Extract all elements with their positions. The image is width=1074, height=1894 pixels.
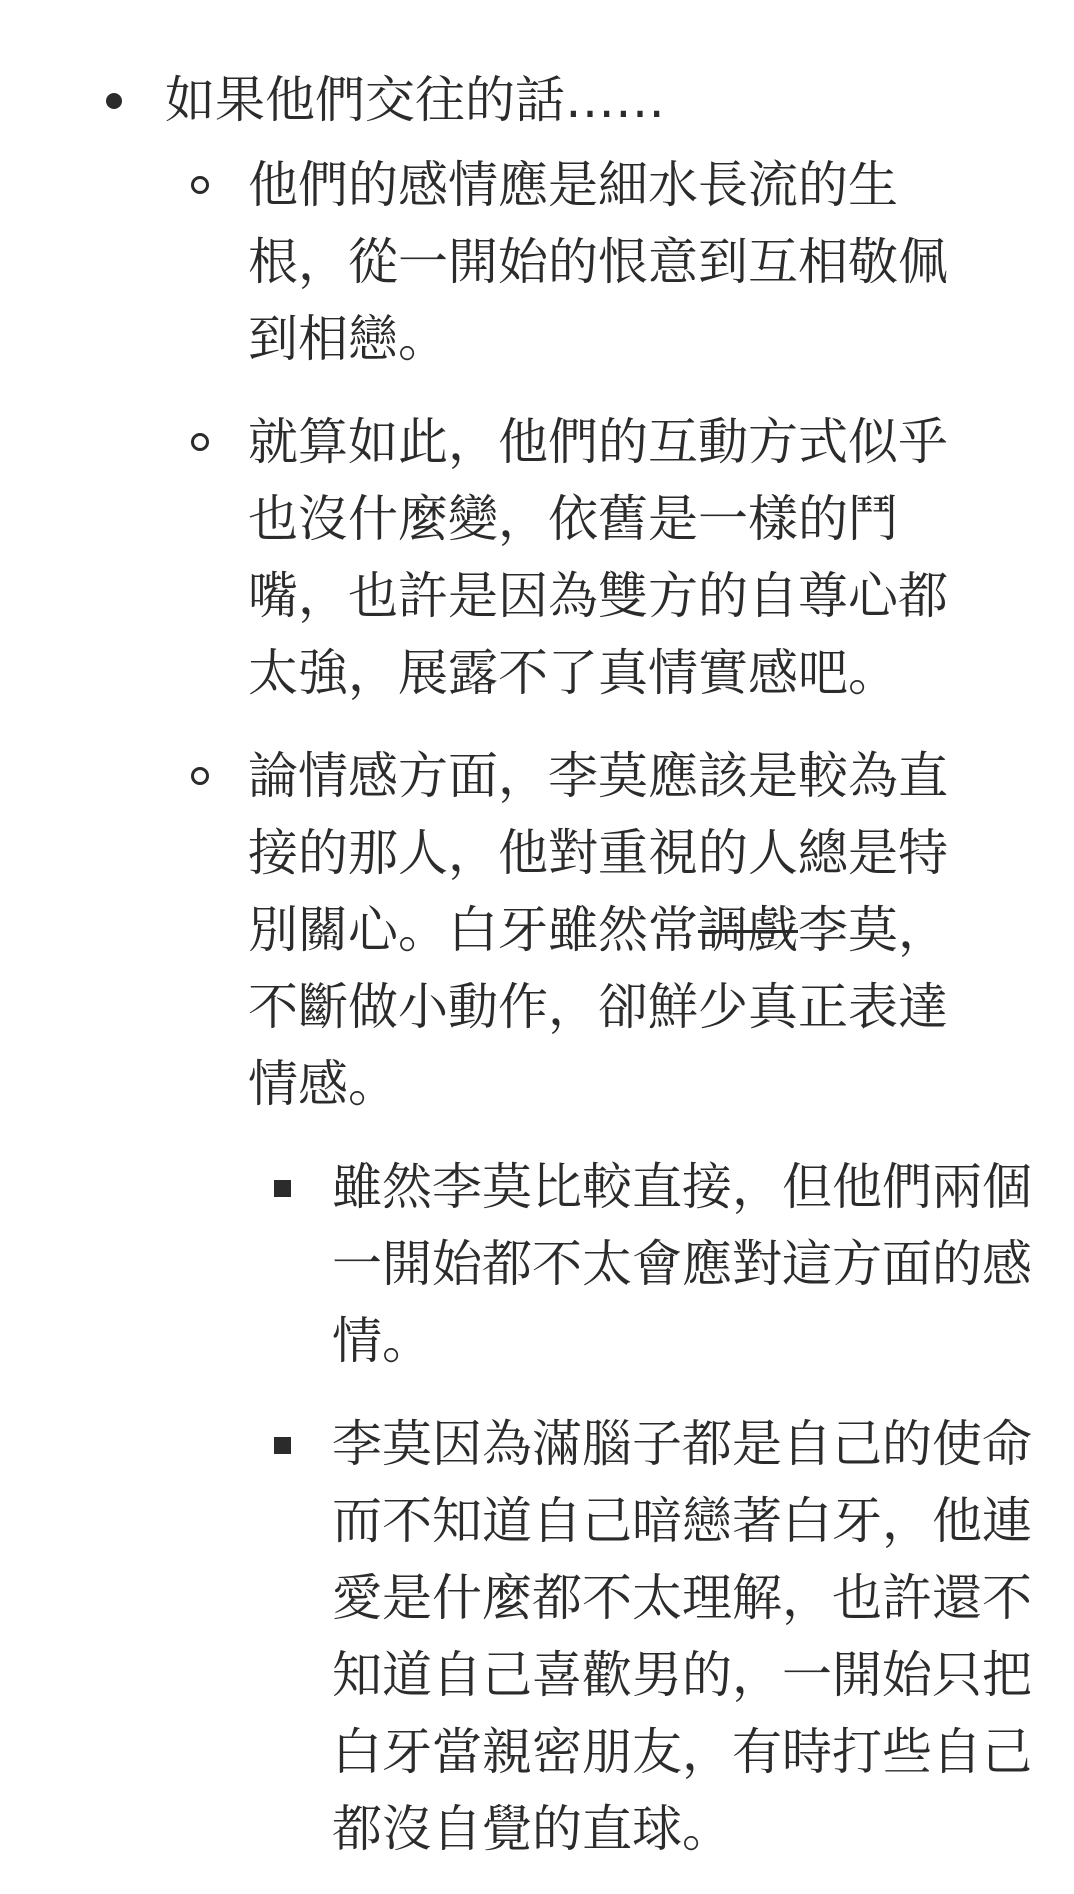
list-item [332, 1406, 1042, 1868]
list-item-text: 他們的感情應是細水長流的生根，從一開始的恨意到互相敬佩到相戀。 [248, 156, 948, 368]
strikethrough-text: 調戲 [698, 901, 798, 959]
hollow-circle-bullet-icon [191, 176, 209, 194]
list-item [248, 404, 968, 712]
square-bullet-icon [274, 1180, 291, 1197]
list-item-text: 雖然李莫比較直接，但他們兩個一開始都不太會應對這方面的感情。 [332, 1158, 1032, 1370]
hollow-circle-bullet-icon [191, 767, 209, 785]
text-segment: 李莫，不斷做小動作，卻鮮少真正表達情感。 [248, 901, 948, 1113]
list-item-text [248, 747, 948, 1113]
text-segment: 論情感方面，李莫應該是較為直接的那人，他對重視的人總是特別關心。白牙雖然常 [248, 747, 948, 959]
sublist [332, 1149, 1032, 1868]
outline-list [0, 62, 1045, 1894]
list-item [165, 62, 1045, 1868]
filled-circle-bullet-icon [106, 93, 122, 109]
list-item [248, 147, 968, 378]
list-item [332, 1149, 1042, 1380]
sublist [248, 147, 1045, 1868]
list-item-text: 就算如此，他們的互動方式似乎也沒什麼變，依舊是一樣的鬥嘴，也許是因為雙方的自尊心都太強，展露不了真情實感吧。 [248, 413, 948, 702]
list-item-text: 李莫因為滿腦子都是自己的使命而不知道自己暗戀著白牙，他連愛是什麼都不太理解，也許還不知道自己喜歡男的，一開始只把白牙當親密朋友，有時打些自己都沒自覺的直球。 [332, 1415, 1032, 1858]
list-item [248, 738, 1032, 1868]
hollow-circle-bullet-icon [191, 433, 209, 451]
list-item-text: 如果他們交往的話…… [165, 71, 665, 129]
square-bullet-icon [274, 1437, 291, 1454]
